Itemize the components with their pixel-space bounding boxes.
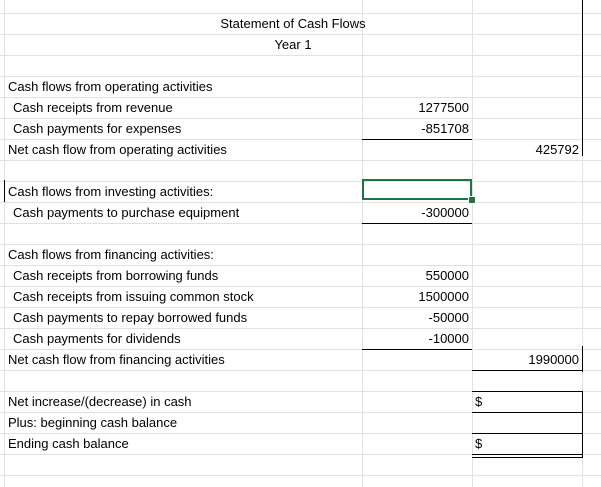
financing-borrow-value[interactable]: 550000 <box>425 268 469 283</box>
financing-stock-label[interactable]: Cash receipts from issuing common stock <box>13 289 254 304</box>
financing-stock-value[interactable]: 1500000 <box>418 289 469 304</box>
operating-net-value[interactable]: 425792 <box>535 142 579 157</box>
row-divider <box>4 391 362 392</box>
cell-border <box>582 346 583 372</box>
cell-border <box>582 391 583 413</box>
financing-net-value[interactable]: 1990000 <box>528 352 579 367</box>
row-divider <box>0 475 601 476</box>
operating-payments-value[interactable]: -851708 <box>421 121 469 136</box>
cell-border <box>582 0 583 156</box>
investing-heading[interactable]: Cash flows from investing activities: <box>8 184 214 199</box>
double-underline <box>472 454 583 455</box>
cell-border <box>582 412 583 434</box>
text-cursor <box>4 180 5 202</box>
statement-period[interactable]: Year 1 <box>274 37 312 52</box>
operating-receipts-value[interactable]: 1277500 <box>418 100 469 115</box>
row-divider <box>0 160 601 161</box>
statement-title[interactable]: Statement of Cash Flows <box>220 16 366 31</box>
subtotal-underline <box>362 349 472 350</box>
operating-heading[interactable]: Cash flows from operating activities <box>8 79 213 94</box>
double-underline <box>472 457 583 458</box>
cell-border <box>472 412 583 413</box>
operating-net-label[interactable]: Net cash flow from operating activities <box>8 142 227 157</box>
financing-repay-label[interactable]: Cash payments to repay borrowed funds <box>13 310 248 325</box>
investing-equipment-label[interactable]: Cash payments to purchase equipment <box>13 205 240 220</box>
investing-equipment-value[interactable]: -300000 <box>421 205 469 220</box>
financing-repay-value[interactable]: -50000 <box>428 310 469 325</box>
financing-dividends-value[interactable]: -10000 <box>428 331 469 346</box>
cell-border <box>582 433 583 458</box>
row-divider <box>0 223 601 224</box>
beginning-balance-label[interactable]: Plus: beginning cash balance <box>8 415 178 430</box>
ending-balance-label[interactable]: Ending cash balance <box>8 436 129 451</box>
subtotal-underline <box>362 223 472 224</box>
net-change-currency[interactable]: $ <box>475 394 483 409</box>
financing-net-label[interactable]: Net cash flow from financing activities <box>8 352 225 367</box>
operating-receipts-label[interactable]: Cash receipts from revenue <box>13 100 173 115</box>
row-divider <box>0 55 601 56</box>
selected-cell[interactable] <box>362 179 472 200</box>
fill-handle[interactable] <box>468 196 476 204</box>
cell-border <box>472 433 583 434</box>
subtotal-underline <box>472 370 583 371</box>
financing-heading[interactable]: Cash flows from financing activities: <box>8 247 214 262</box>
subtotal-underline <box>362 139 472 140</box>
operating-payments-label[interactable]: Cash payments for expenses <box>13 121 182 136</box>
ending-balance-currency[interactable]: $ <box>475 436 483 451</box>
cell-border <box>472 391 583 392</box>
financing-dividends-label[interactable]: Cash payments for dividends <box>13 331 181 346</box>
financing-borrow-label[interactable]: Cash receipts from borrowing funds <box>13 268 219 283</box>
net-change-label[interactable]: Net increase/(decrease) in cash <box>8 394 192 409</box>
